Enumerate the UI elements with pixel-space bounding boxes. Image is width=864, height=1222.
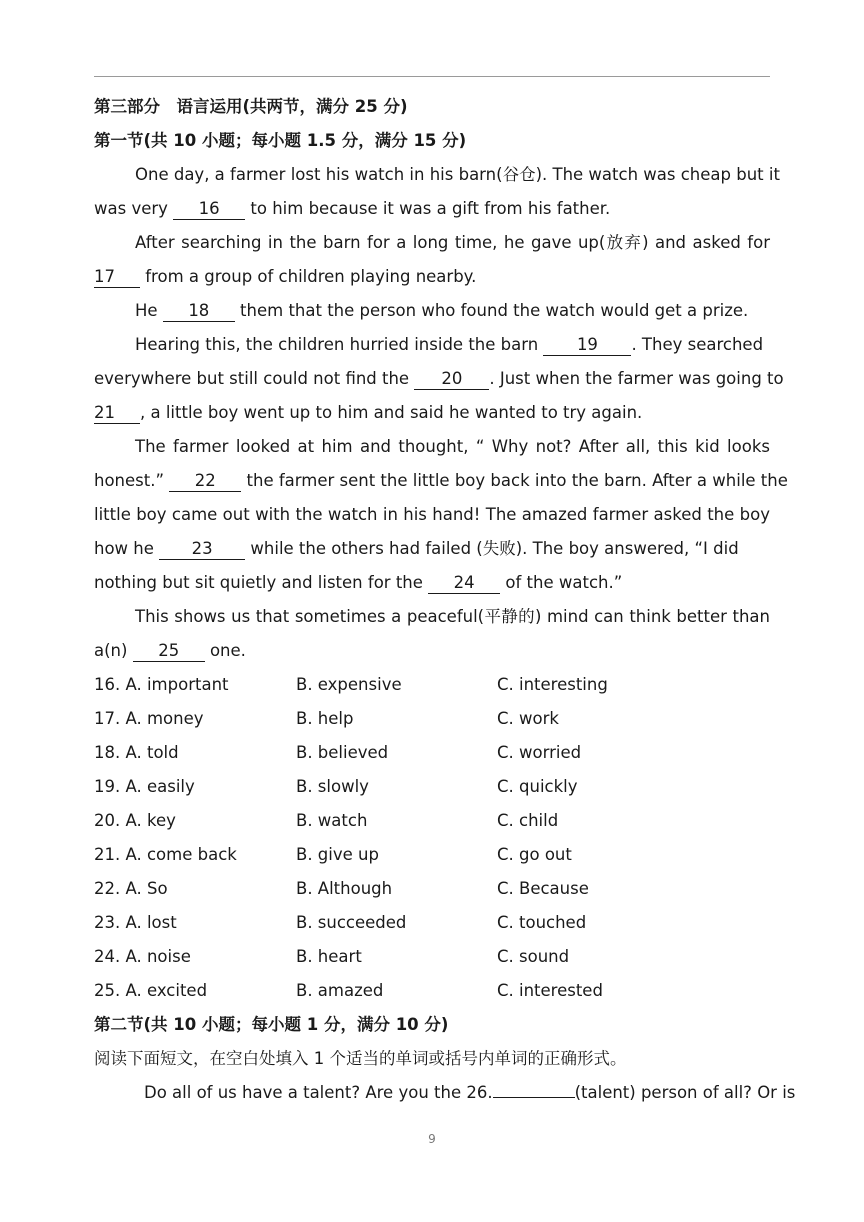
blank-21: 21 <box>94 403 140 424</box>
option-a: 18. A. told <box>94 743 179 762</box>
option-b: B. heart <box>296 947 362 966</box>
option-c: C. work <box>497 709 559 728</box>
blank-20: 20 <box>414 369 489 390</box>
option-c: C. Because <box>497 879 589 898</box>
section2-instruction: 阅读下面短文，在空白处填入 1 个适当的单词或括号内单词的正确形式。 <box>94 1049 627 1068</box>
option-a: 19. A. easily <box>94 777 195 796</box>
passage-line: 17 from a group of children playing nearby. <box>94 267 477 286</box>
option-a: 21. A. come back <box>94 845 237 864</box>
passage-line: This shows us that sometimes a peaceful(平静的) mind can think better than <box>135 607 770 626</box>
section3-title: 第三部分 语言运用(共两节，满分 25 分) <box>94 97 408 116</box>
option-b: B. slowly <box>296 777 369 796</box>
passage-line: everywhere but still could not find the 20 . Just when the farmer was going to <box>94 369 784 388</box>
passage-line: The farmer looked at him and thought, “ Why not? After all, this kid looks <box>135 437 770 456</box>
passage-line: little boy came out with the watch in his hand! The amazed farmer asked the boy <box>94 505 770 524</box>
option-b: B. succeeded <box>296 913 407 932</box>
option-c: C. touched <box>497 913 587 932</box>
option-b: B. amazed <box>296 981 384 1000</box>
option-b: B. give up <box>296 845 379 864</box>
option-a: 22. A. So <box>94 879 168 898</box>
blank-16: 16 <box>173 199 245 220</box>
passage-line: how he 23 while the others had failed (失败). The boy answered, “I did <box>94 539 739 558</box>
passage-line: He 18 them that the person who found the watch would get a prize. <box>135 301 749 320</box>
option-c: C. worried <box>497 743 582 762</box>
option-c: C. interesting <box>497 675 608 694</box>
option-c: C. interested <box>497 981 603 1000</box>
option-c: C. sound <box>497 947 570 966</box>
passage-line: 21 , a little boy went up to him and said he wanted to try again. <box>94 403 643 422</box>
option-b: B. help <box>296 709 354 728</box>
passage-line: was very 16 to him because it was a gift from his father. <box>94 199 611 218</box>
option-a: 20. A. key <box>94 811 176 830</box>
option-a: 24. A. noise <box>94 947 191 966</box>
option-c: C. quickly <box>497 777 578 796</box>
option-a: 17. A. money <box>94 709 204 728</box>
option-a: 16. A. important <box>94 675 229 694</box>
option-a: 25. A. excited <box>94 981 208 1000</box>
passage-line: a(n) 25 one. <box>94 641 246 660</box>
passage-line: nothing but sit quietly and listen for the 24 of the watch.” <box>94 573 623 592</box>
blank-24: 24 <box>428 573 500 594</box>
page-number: 9 <box>428 1132 436 1146</box>
blank-26 <box>493 1097 575 1098</box>
option-b: B. Although <box>296 879 393 898</box>
passage-line: honest.” 22 the farmer sent the little boy back into the barn. After a while the <box>94 471 788 490</box>
section1-title: 第一节(共 10 小题；每小题 1.5 分，满分 15 分) <box>94 131 467 150</box>
option-b: B. watch <box>296 811 368 830</box>
header-rule <box>94 76 770 77</box>
passage-line: After searching in the barn for a long time, he gave up(放弃) and asked for <box>135 233 770 252</box>
section2-passage-line: Do all of us have a talent? Are you the 26. (talent) person of all? Or is <box>144 1083 796 1102</box>
option-b: B. expensive <box>296 675 402 694</box>
section2-title: 第二节(共 10 小题；每小题 1 分，满分 10 分) <box>94 1015 449 1034</box>
blank-23: 23 <box>159 539 245 560</box>
blank-18: 18 <box>163 301 235 322</box>
option-c: C. child <box>497 811 559 830</box>
passage-line: One day, a farmer lost his watch in his barn(谷仓). The watch was cheap but it <box>135 165 780 184</box>
option-c: C. go out <box>497 845 572 864</box>
blank-17: 17 <box>94 267 140 288</box>
blank-19: 19 <box>543 335 631 356</box>
blank-22: 22 <box>169 471 241 492</box>
option-a: 23. A. lost <box>94 913 177 932</box>
blank-25: 25 <box>133 641 205 662</box>
option-b: B. believed <box>296 743 389 762</box>
passage-line: Hearing this, the children hurried inside the barn 19 . They searched <box>135 335 764 354</box>
